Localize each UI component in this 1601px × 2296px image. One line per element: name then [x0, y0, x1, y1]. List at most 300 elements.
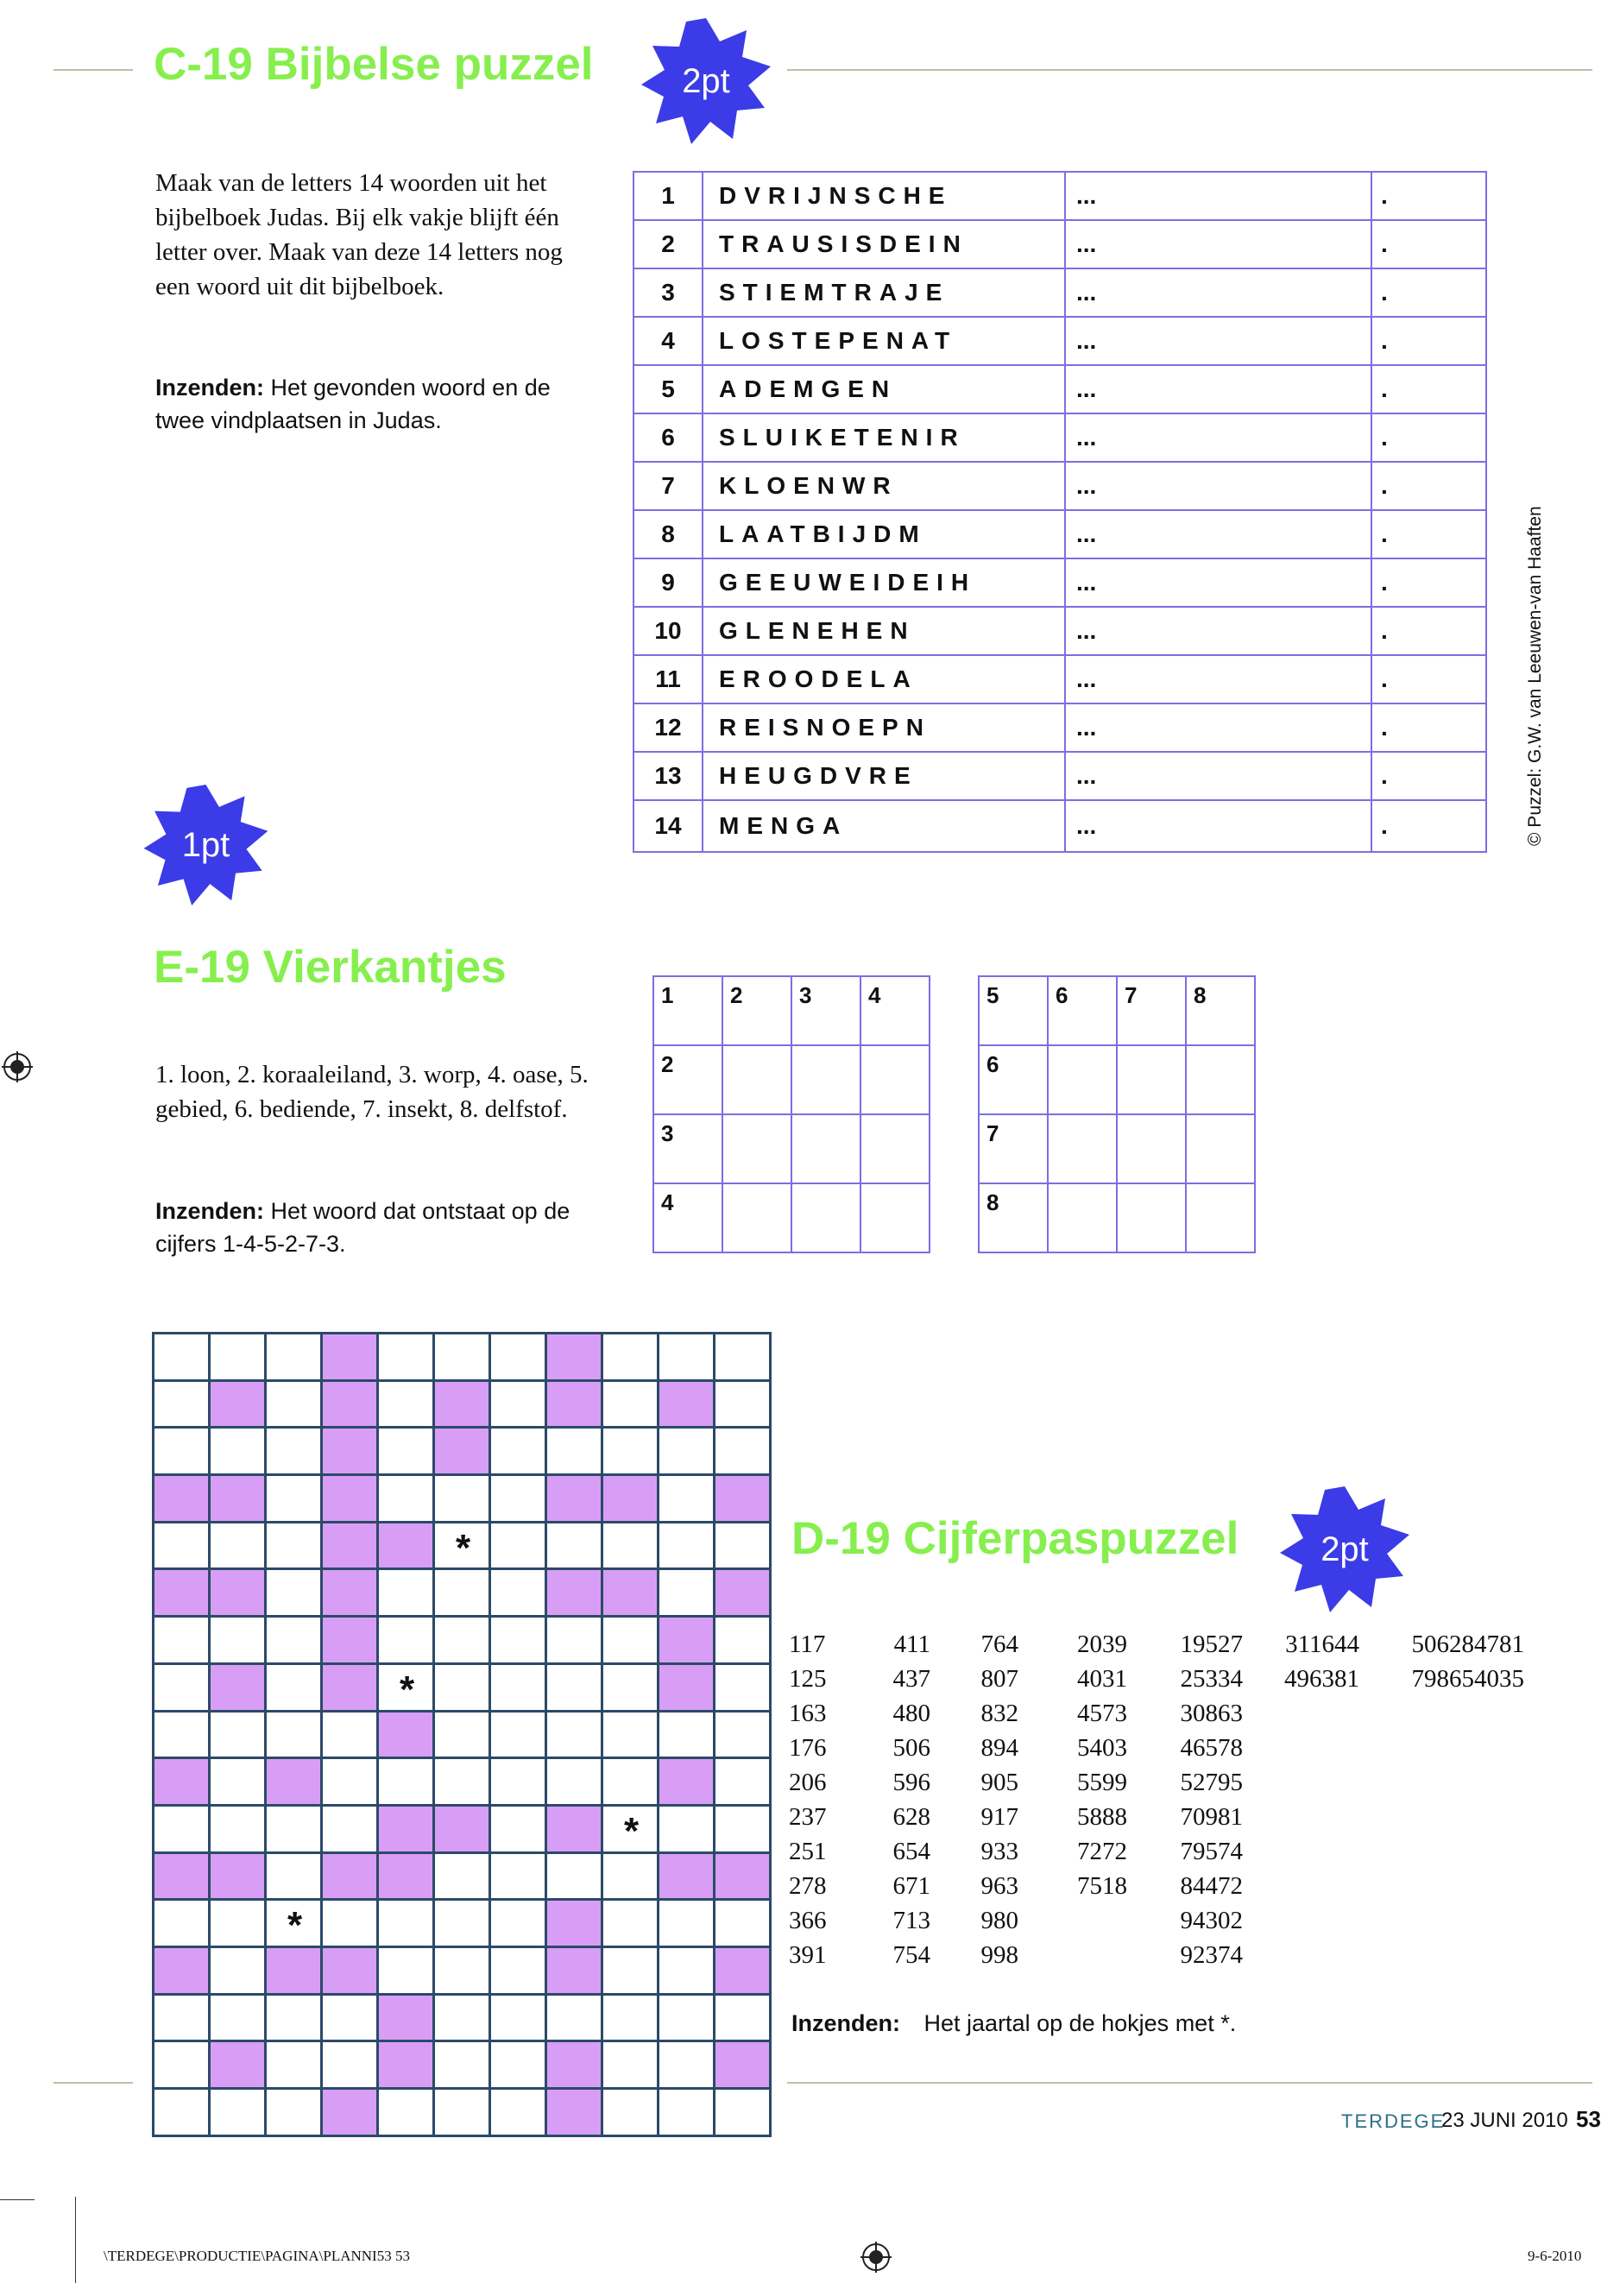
vierkantje-cell[interactable]: 7 — [980, 1115, 1049, 1184]
grid-cell[interactable] — [603, 1759, 659, 1807]
grid-cell[interactable] — [547, 1665, 603, 1713]
grid-cell-star[interactable] — [603, 1807, 659, 1854]
vierkantje-cell[interactable] — [1187, 1115, 1256, 1184]
grid-cell[interactable] — [659, 1334, 715, 1382]
c19-row-answer[interactable]: ... — [1066, 753, 1372, 799]
grid-cell-shaded[interactable] — [323, 1948, 379, 1996]
number-item: 206 — [789, 1769, 827, 1796]
c19-row-leftover[interactable]: . — [1381, 182, 1388, 209]
grid-cell[interactable] — [547, 1854, 603, 1902]
grid-cell[interactable] — [547, 1713, 603, 1760]
grid-cell[interactable] — [154, 1996, 211, 2043]
grid-cell-shaded[interactable] — [603, 1570, 659, 1618]
c19-row-number[interactable]: 6 — [634, 414, 703, 461]
grid-cell-star[interactable] — [379, 1665, 435, 1713]
number-item: 963 — [980, 1872, 1018, 1900]
grid-cell[interactable] — [603, 1618, 659, 1665]
grid-cell[interactable] — [154, 1807, 211, 1854]
number-item: 176 — [789, 1734, 827, 1762]
c19-row-answer[interactable]: ... — [1066, 318, 1372, 364]
vierkantje-cell[interactable] — [1049, 1184, 1118, 1253]
grid-cell[interactable] — [715, 1429, 772, 1476]
grid-cell[interactable] — [715, 1523, 772, 1571]
grid-cell[interactable] — [211, 1948, 267, 1996]
grid-cell[interactable] — [323, 1713, 379, 1760]
c19-row-letters[interactable]: SLUIKETENIR — [703, 414, 1066, 461]
c19-row-letters[interactable]: REISNOEPN — [703, 704, 1066, 751]
c19-row-leftover[interactable]: . — [1381, 520, 1388, 547]
grid-cell[interactable] — [154, 2090, 211, 2137]
vierkantje-cell[interactable] — [723, 1184, 792, 1253]
c19-row-answer[interactable]: ... — [1066, 656, 1372, 703]
grid-cell[interactable] — [603, 1334, 659, 1382]
grid-cell[interactable] — [603, 1665, 659, 1713]
number-item: 506284781 — [1411, 1631, 1524, 1658]
grid-cell[interactable] — [435, 1618, 491, 1665]
grid-cell-shaded[interactable] — [435, 1807, 491, 1854]
vierkantje-cell[interactable]: 1 — [654, 977, 723, 1046]
c19-row-leftover[interactable]: . — [1381, 472, 1388, 499]
grid-cell[interactable] — [267, 1429, 323, 1476]
grid-cell[interactable] — [491, 1713, 547, 1760]
grid-cell[interactable] — [491, 1334, 547, 1382]
c19-row-leftover[interactable]: . — [1381, 230, 1388, 257]
grid-cell[interactable] — [379, 1476, 435, 1523]
number-item: 84472 — [1180, 1872, 1243, 1900]
grid-cell[interactable] — [659, 2090, 715, 2137]
grid-cell[interactable] — [491, 1807, 547, 1854]
vierkantje-cell[interactable] — [1118, 1115, 1187, 1184]
c19-row-leftover[interactable]: . — [1381, 279, 1388, 306]
grid-cell-shaded[interactable] — [659, 1854, 715, 1902]
c19-row-leftover[interactable]: . — [1381, 569, 1388, 596]
grid-cell[interactable] — [267, 2042, 323, 2090]
c19-row-number[interactable]: 2 — [634, 221, 703, 268]
grid-cell[interactable] — [715, 1996, 772, 2043]
grid-cell[interactable] — [435, 1996, 491, 2043]
grid-cell-shaded[interactable] — [603, 1476, 659, 1523]
grid-cell-shaded[interactable] — [154, 1570, 211, 1618]
grid-cell[interactable] — [491, 1948, 547, 1996]
grid-cell-shaded[interactable] — [435, 1429, 491, 1476]
grid-cell-shaded[interactable] — [547, 1901, 603, 1948]
c19-row — [634, 801, 1485, 851]
grid-cell[interactable] — [659, 1429, 715, 1476]
grid-cell[interactable] — [154, 1334, 211, 1382]
vierkantje-cell[interactable]: 4 — [654, 1184, 723, 1253]
c19-row — [634, 463, 1485, 511]
grid-cell-shaded[interactable] — [323, 2090, 379, 2137]
grid-cell-shaded[interactable] — [715, 1476, 772, 1523]
grid-cell[interactable] — [267, 1618, 323, 1665]
vierkantje-cell[interactable] — [861, 1184, 930, 1253]
grid-cell[interactable] — [379, 1429, 435, 1476]
grid-cell[interactable] — [491, 1429, 547, 1476]
number-item: 905 — [980, 1769, 1018, 1796]
grid-cell[interactable] — [435, 1476, 491, 1523]
grid-cell-shaded[interactable] — [379, 2042, 435, 2090]
grid-cell[interactable] — [491, 1523, 547, 1571]
c19-row-leftover[interactable]: . — [1381, 375, 1388, 402]
grid-cell[interactable] — [154, 1523, 211, 1571]
grid-cell[interactable] — [379, 2090, 435, 2137]
grid-cell-shaded[interactable] — [715, 2042, 772, 2090]
grid-cell-shaded[interactable] — [323, 1570, 379, 1618]
grid-cell[interactable] — [715, 1382, 772, 1429]
grid-cell[interactable] — [267, 1854, 323, 1902]
vierkantje-cell[interactable] — [1187, 1184, 1256, 1253]
grid-cell[interactable] — [491, 1665, 547, 1713]
grid-cell[interactable] — [659, 1948, 715, 1996]
grid-cell[interactable] — [154, 1665, 211, 1713]
grid-cell[interactable] — [491, 1996, 547, 2043]
vierkantje-cell[interactable] — [792, 1184, 861, 1253]
asterisk-icon: * — [287, 1904, 303, 1947]
grid-cell[interactable] — [715, 1665, 772, 1713]
grid-cell-shaded[interactable] — [211, 1570, 267, 1618]
grid-cell[interactable] — [435, 1854, 491, 1902]
grid-cell[interactable] — [154, 2042, 211, 2090]
c19-row-number[interactable]: 7 — [634, 463, 703, 509]
grid-cell[interactable] — [603, 1854, 659, 1902]
grid-cell[interactable] — [435, 1901, 491, 1948]
vierkantje-cell[interactable]: 4 — [861, 977, 930, 1046]
vierkantje-cell[interactable]: 2 — [723, 977, 792, 1046]
vierkantje-cell[interactable] — [792, 1046, 861, 1115]
grid-cell-shaded[interactable] — [547, 1382, 603, 1429]
c19-row-letters[interactable]: LOSTEPENAT — [703, 318, 1066, 364]
vierkantje-cell[interactable]: 3 — [792, 977, 861, 1046]
c19-instructions: Maak van de letters 14 woorden uit het bijbelboek Judas. Bij elk vakje blijft één letter over. Maak van deze 14 letters nog een woord uit dit bijbelboek. — [155, 169, 563, 300]
grid-cell-shaded[interactable] — [154, 1476, 211, 1523]
grid-cell[interactable] — [379, 1570, 435, 1618]
grid-cell[interactable] — [715, 2090, 772, 2137]
grid-cell[interactable] — [211, 1429, 267, 1476]
c19-row-leftover[interactable]: . — [1381, 762, 1388, 789]
grid-cell[interactable] — [154, 1713, 211, 1760]
grid-cell[interactable] — [659, 1476, 715, 1523]
grid-cell-shaded[interactable] — [323, 1618, 379, 1665]
grid-cell[interactable] — [211, 1759, 267, 1807]
grid-cell[interactable] — [659, 1807, 715, 1854]
grid-cell[interactable] — [154, 1901, 211, 1948]
grid-cell[interactable] — [603, 2090, 659, 2137]
vierkantje-cell[interactable] — [723, 1046, 792, 1115]
grid-cell-shaded[interactable] — [323, 1382, 379, 1429]
grid-cell[interactable] — [323, 1901, 379, 1948]
grid-cell[interactable] — [491, 1382, 547, 1429]
grid-cell[interactable] — [323, 1807, 379, 1854]
grid-cell-shaded[interactable] — [267, 1948, 323, 1996]
grid-cell[interactable] — [267, 1334, 323, 1382]
vierkantje-cell[interactable] — [792, 1115, 861, 1184]
number-item: 251 — [789, 1838, 827, 1865]
grid-cell-star[interactable] — [267, 1901, 323, 1948]
grid-cell-shaded[interactable] — [379, 1523, 435, 1571]
grid-cell-shaded[interactable] — [154, 1948, 211, 1996]
grid-cell-shaded[interactable] — [659, 1382, 715, 1429]
c19-row-leftover[interactable]: . — [1381, 617, 1388, 644]
c19-row-answer[interactable]: ... — [1066, 559, 1372, 606]
c19-row-answer[interactable]: ... — [1066, 366, 1372, 413]
grid-cell-shaded[interactable] — [379, 1807, 435, 1854]
grid-cell[interactable] — [491, 1854, 547, 1902]
c19-row — [634, 656, 1485, 704]
asterisk-icon: * — [400, 1668, 415, 1711]
e19-send-label: Inzenden: — [155, 1198, 264, 1224]
grid-cell[interactable] — [211, 1996, 267, 2043]
grid-cell[interactable] — [267, 1570, 323, 1618]
grid-cell[interactable] — [435, 1759, 491, 1807]
grid-cell[interactable] — [211, 1618, 267, 1665]
c19-row-letters[interactable]: ADEMGEN — [703, 366, 1066, 413]
grid-cell[interactable] — [491, 1476, 547, 1523]
c19-row-letters[interactable]: KLOENWR — [703, 463, 1066, 509]
c19-row-leftover[interactable]: . — [1381, 327, 1388, 354]
grid-cell[interactable] — [491, 2090, 547, 2137]
grid-cell-shaded[interactable] — [211, 1854, 267, 1902]
grid-cell-shaded[interactable] — [659, 1618, 715, 1665]
c19-row-letters[interactable]: GLENEHEN — [703, 608, 1066, 654]
c19-row-letters[interactable]: GEEUWEIDEIH — [703, 559, 1066, 606]
c19-row-leftover[interactable]: . — [1381, 714, 1388, 741]
c19-row-number[interactable]: 14 — [634, 801, 703, 851]
grid-cell-shaded[interactable] — [154, 1854, 211, 1902]
grid-cell[interactable] — [491, 1570, 547, 1618]
grid-cell-shaded[interactable] — [379, 1713, 435, 1760]
c19-table — [633, 171, 1487, 853]
c19-row-answer[interactable]: ... — [1066, 463, 1372, 509]
c19-row-number[interactable]: 12 — [634, 704, 703, 751]
grid-cell[interactable] — [491, 1759, 547, 1807]
grid-cell-shaded[interactable] — [323, 1665, 379, 1713]
grid-cell[interactable] — [659, 1901, 715, 1948]
grid-cell-shaded[interactable] — [379, 1854, 435, 1902]
grid-cell[interactable] — [603, 1948, 659, 1996]
c19-row-letters[interactable]: STIEMTRAJE — [703, 269, 1066, 316]
c19-row-answer[interactable]: ... — [1066, 704, 1372, 751]
grid-cell[interactable] — [211, 1334, 267, 1382]
grid-cell-shaded[interactable] — [547, 1334, 603, 1382]
c19-row-answer[interactable]: ... — [1066, 173, 1372, 219]
grid-cell[interactable] — [154, 1429, 211, 1476]
vierkantje-cell[interactable]: 5 — [980, 977, 1049, 1046]
grid-cell[interactable] — [603, 1901, 659, 1948]
grid-cell[interactable] — [323, 1759, 379, 1807]
c19-row-letters[interactable]: DVRIJNSCHE — [703, 173, 1066, 219]
grid-cell-star[interactable] — [435, 1523, 491, 1571]
grid-cell-shaded[interactable] — [659, 1665, 715, 1713]
grid-cell-shaded[interactable] — [323, 1523, 379, 1571]
c19-row-answer[interactable]: ... — [1066, 221, 1372, 268]
grid-cell-shaded[interactable] — [211, 1476, 267, 1523]
grid-cell[interactable] — [435, 1665, 491, 1713]
grid-cell[interactable] — [547, 1523, 603, 1571]
vierkantje-cell[interactable] — [1049, 1115, 1118, 1184]
grid-cell-shaded[interactable] — [547, 2042, 603, 2090]
number-item: 7518 — [1077, 1872, 1127, 1900]
c19-row-number[interactable]: 4 — [634, 318, 703, 364]
grid-cell[interactable] — [547, 1618, 603, 1665]
vierkantje-cell[interactable]: 8 — [1187, 977, 1256, 1046]
grid-cell[interactable] — [435, 1334, 491, 1382]
grid-cell[interactable] — [547, 1759, 603, 1807]
c19-row-letters[interactable]: LAATBIJDM — [703, 511, 1066, 558]
grid-cell-shaded[interactable] — [211, 2042, 267, 2090]
grid-cell-shaded[interactable] — [547, 1948, 603, 1996]
c19-row-answer[interactable]: ... — [1066, 608, 1372, 654]
grid-cell[interactable] — [491, 2042, 547, 2090]
c19-row-number[interactable]: 5 — [634, 366, 703, 413]
e19-badge — [143, 785, 268, 905]
grid-cell[interactable] — [659, 1523, 715, 1571]
vierkantje-cell[interactable] — [1187, 1046, 1256, 1115]
c19-row-number[interactable]: 8 — [634, 511, 703, 558]
vierkantje-cell[interactable]: 2 — [654, 1046, 723, 1115]
vierkantje-cell[interactable]: 8 — [980, 1184, 1049, 1253]
grid-cell-shaded[interactable] — [323, 1854, 379, 1902]
grid-cell[interactable] — [659, 1713, 715, 1760]
grid-cell-shaded[interactable] — [435, 1382, 491, 1429]
grid-cell[interactable] — [267, 1996, 323, 2043]
c19-row — [634, 559, 1485, 608]
vierkantje-cell[interactable] — [1118, 1046, 1187, 1115]
grid-cell[interactable] — [379, 1759, 435, 1807]
grid-cell[interactable] — [659, 1996, 715, 2043]
grid-cell[interactable] — [267, 1523, 323, 1571]
grid-cell[interactable] — [267, 1713, 323, 1760]
vierkantje-cell[interactable] — [1118, 1184, 1187, 1253]
grid-cell[interactable] — [547, 1996, 603, 2043]
grid-cell[interactable] — [715, 1713, 772, 1760]
grid-cell[interactable] — [211, 1901, 267, 1948]
footer-date: 23 JUNI 2010 — [1441, 2109, 1568, 2132]
grid-cell-shaded[interactable] — [547, 1807, 603, 1854]
grid-cell-shaded[interactable] — [323, 1334, 379, 1382]
grid-cell-shaded[interactable] — [154, 1759, 211, 1807]
grid-cell[interactable] — [659, 1570, 715, 1618]
c19-row — [634, 366, 1485, 414]
grid-cell[interactable] — [379, 1382, 435, 1429]
grid-cell[interactable] — [603, 2042, 659, 2090]
grid-cell[interactable] — [435, 1713, 491, 1760]
grid-cell[interactable] — [379, 1618, 435, 1665]
c19-row-answer[interactable]: ... — [1066, 269, 1372, 316]
c19-row-answer[interactable]: ... — [1066, 801, 1372, 851]
c19-row-leftover[interactable]: . — [1381, 812, 1388, 839]
grid-cell[interactable] — [154, 1618, 211, 1665]
c19-row-number[interactable]: 11 — [634, 656, 703, 703]
grid-cell[interactable] — [547, 1429, 603, 1476]
grid-cell[interactable] — [267, 1807, 323, 1854]
c19-row-leftover[interactable]: . — [1381, 665, 1388, 692]
grid-cell[interactable] — [435, 1948, 491, 1996]
c19-row-letters[interactable]: EROODELA — [703, 656, 1066, 703]
vierkantje-cell[interactable]: 7 — [1118, 977, 1187, 1046]
grid-cell[interactable] — [603, 1523, 659, 1571]
grid-cell[interactable] — [491, 1618, 547, 1665]
grid-cell[interactable] — [267, 2090, 323, 2137]
grid-cell-shaded[interactable] — [547, 2090, 603, 2137]
grid-cell[interactable] — [379, 1334, 435, 1382]
grid-cell[interactable] — [435, 2090, 491, 2137]
grid-cell[interactable] — [323, 2042, 379, 2090]
c19-row — [634, 753, 1485, 801]
grid-cell-shaded[interactable] — [715, 1854, 772, 1902]
number-item: 125 — [789, 1665, 827, 1693]
grid-cell[interactable] — [659, 2042, 715, 2090]
grid-cell[interactable] — [267, 1476, 323, 1523]
grid-cell-shaded[interactable] — [211, 1665, 267, 1713]
grid-cell-shaded[interactable] — [323, 1429, 379, 1476]
grid-cell-shaded[interactable] — [547, 1476, 603, 1523]
grid-cell[interactable] — [154, 1382, 211, 1429]
c19-row-letters[interactable]: HEUGDVRE — [703, 753, 1066, 799]
vierkantje-cell[interactable] — [861, 1115, 930, 1184]
grid-cell[interactable] — [435, 1570, 491, 1618]
grid-cell[interactable] — [603, 1713, 659, 1760]
grid-cell-shaded[interactable] — [547, 1570, 603, 1618]
grid-cell[interactable] — [715, 1334, 772, 1382]
grid-cell[interactable] — [267, 1382, 323, 1429]
grid-cell[interactable] — [603, 1429, 659, 1476]
grid-cell[interactable] — [715, 1618, 772, 1665]
vierkantje-cell[interactable] — [723, 1115, 792, 1184]
number-item: 754 — [892, 1941, 930, 1969]
grid-cell[interactable] — [323, 1996, 379, 2043]
vierkantje-cell[interactable]: 3 — [654, 1115, 723, 1184]
c19-row-letters[interactable]: MENGA — [703, 801, 1066, 851]
number-item: 4031 — [1077, 1665, 1127, 1693]
grid-cell[interactable] — [491, 1901, 547, 1948]
grid-cell[interactable] — [211, 2090, 267, 2137]
c19-send-text: Het gevonden woord en de twee vindplaatsen in Judas. — [155, 375, 551, 433]
c19-row-letters[interactable]: TRAUSISDEIN — [703, 221, 1066, 268]
vierkantje-cell[interactable]: 6 — [980, 1046, 1049, 1115]
grid-cell-shaded[interactable] — [379, 1996, 435, 2043]
vierkantje-cell[interactable]: 6 — [1049, 977, 1118, 1046]
grid-cell-shaded[interactable] — [715, 1948, 772, 1996]
grid-cell[interactable] — [211, 1807, 267, 1854]
c19-row-number[interactable]: 1 — [634, 173, 703, 219]
vierkantje-cell[interactable] — [1049, 1046, 1118, 1115]
grid-cell-shaded[interactable] — [211, 1382, 267, 1429]
grid-cell-shaded[interactable] — [659, 1759, 715, 1807]
grid-cell[interactable] — [715, 1901, 772, 1948]
c19-row-answer[interactable]: ... — [1066, 414, 1372, 461]
c19-row-number[interactable]: 10 — [634, 608, 703, 654]
grid-cell[interactable] — [603, 1382, 659, 1429]
grid-cell[interactable] — [715, 1807, 772, 1854]
grid-cell-shaded[interactable] — [267, 1759, 323, 1807]
c19-row-leftover[interactable]: . — [1381, 424, 1388, 451]
grid-cell-shaded[interactable] — [715, 1570, 772, 1618]
grid-cell[interactable] — [379, 1901, 435, 1948]
vierkantje-cell[interactable] — [861, 1046, 930, 1115]
grid-cell-shaded[interactable] — [323, 1476, 379, 1523]
grid-cell[interactable] — [211, 1523, 267, 1571]
grid-cell[interactable] — [379, 1948, 435, 1996]
grid-cell[interactable] — [603, 1996, 659, 2043]
c19-row-number[interactable]: 3 — [634, 269, 703, 316]
grid-cell[interactable] — [211, 1713, 267, 1760]
grid-cell[interactable] — [435, 2042, 491, 2090]
c19-row-number[interactable]: 13 — [634, 753, 703, 799]
grid-cell[interactable] — [715, 1759, 772, 1807]
c19-row-answer[interactable]: ... — [1066, 511, 1372, 558]
c19-row-number[interactable]: 9 — [634, 559, 703, 606]
grid-cell[interactable] — [267, 1665, 323, 1713]
